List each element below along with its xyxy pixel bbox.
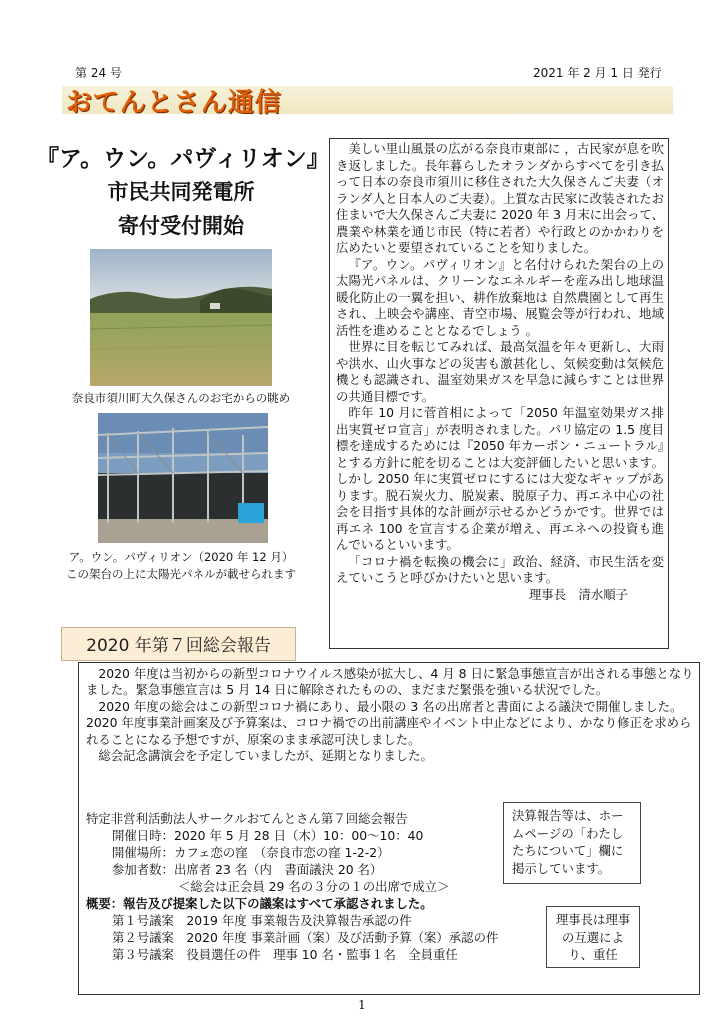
chair-election-note: 理事長は理事の互選により、重任 bbox=[546, 906, 640, 968]
place-line: 開催場所：カフェ恋の窪 （奈良市恋の窪 1-2-2） bbox=[112, 845, 390, 860]
report-paragraph: 2020 年度は当初からの新型コロナウイルス感染が拡大し、4 月 8 日に緊急事態宣言が出される事態となりました。緊急事態宣言は 5 月 14 日に解除されたものの、まだまだ緊張を強いる状況でした。 bbox=[86, 666, 694, 698]
article-signature: 理事長 清水順子 bbox=[528, 586, 628, 602]
feature-subheadline: 市民共同発電所 bbox=[107, 180, 255, 204]
photo-caption: 奈良市須川町大久保さんのお宅からの眺め bbox=[71, 391, 291, 405]
article-paragraph: 美しい里山風景の広がる奈良市東部に ，古民家が息を吹き返しました。長年暮らしたオランダからすべてを引き払って日本の奈良市須川に移住された大久保さんご夫妻（オランダ人と日本人のご夫妻）。上質な古民家に改装されたお住まいで大久保さんご夫妻に 2020 年 3 月末に出会って、農業や林業を通じ市民（特に若者）や行政とのかかわりを広めたいと要望されていることを知りました。 bbox=[336, 141, 664, 255]
meeting-report-body bbox=[86, 666, 696, 764]
quorum-line: ＜総会は正会員 29 名の３分の１の出席で成立＞ bbox=[178, 879, 450, 894]
photo-caption-2 bbox=[36, 549, 326, 583]
newsletter-title: おてんとさん通信 bbox=[66, 88, 282, 118]
article-paragraph: 『ア。ウン。パヴィリオン』と名付けられた架台の上の太陽光パネルは、クリーンなエネルギーを産み出し地球温暖化防止の一翼を担い、耕作放棄地は 自然農園として再生され、上映会や講座、青空市場、展覧会等が行われ、地域活性を進めることとなるでしょう 。 bbox=[336, 256, 664, 338]
photo-caption-line: ア。ウン。パヴィリオン（2020 年 12 月） bbox=[68, 550, 294, 564]
landscape-photo bbox=[90, 249, 272, 386]
chairperson-article bbox=[329, 138, 669, 649]
issue-number: 第 24 号 bbox=[75, 66, 122, 80]
photo-caption-line: この架台の上に太陽光パネルが載せられます bbox=[66, 567, 296, 581]
meeting-details bbox=[86, 810, 516, 963]
agenda-item: 第１号議案 2019 年度 事業報告及決算報告承認の件 bbox=[112, 913, 412, 928]
section-title: 2020 年第７回総会報告 bbox=[86, 636, 271, 656]
financial-report-note: 決算報告等は、ホームページの「わたしたちについて」欄に掲示しています。 bbox=[503, 802, 641, 884]
report-paragraph: 総会記念講演会を予定していましたが、延期となりました。 bbox=[98, 748, 433, 764]
publish-date: 2021 年 2 月 1 日 発行 bbox=[533, 66, 662, 80]
summary-line: 概要：報告及び提案した以下の議案はすべて承認されました。 bbox=[86, 896, 433, 911]
report-paragraph: 2020 年度の総会はこの新型コロナ禍にあり、最小限の 3 名の出席者と書面による議決で開催しました。2020 年度事業計画案及び予算案は、コロナ禍での出前講座やイベント中止などにより、かなり修正を求められることになる予想ですが、原案のまま承認可決しました。 bbox=[86, 698, 692, 747]
feature-headline: 『ア。ウン。パヴィリオン』 bbox=[36, 146, 330, 172]
agenda-item: 第３号議案 役員選任の件 理事 10 名・監事１名 全員重任 bbox=[112, 947, 458, 962]
attendance-line: 参加者数：出席者 23 名（内 書面議決 20 名） bbox=[112, 862, 383, 877]
article-paragraph: 「コロナ禍を転換の機会に」政治、経済、市民生活を変えていこうと呼びかけたいと思います。 bbox=[336, 553, 664, 585]
agenda-item: 第２号議案 2020 年度 事業計画（案）及び活動予算（案）承認の件 bbox=[112, 930, 499, 945]
feature-subheadline-2: 寄付受付開始 bbox=[118, 214, 244, 238]
date-line: 開催日時：2020 年 5 月 28 日（木）10：00〜10：40 bbox=[112, 828, 424, 843]
page-number: 1 bbox=[358, 998, 366, 1012]
article-paragraph: 昨年 10 月に菅首相によって「2050 年温室効果ガス排出実質ゼロ宣言」が表明されました。パリ協定の 1.5 度目標を達成するためには『2050 年カーボン・ニュートラル』とする方針に舵を切ることは大変評価したいと思います。しかし 2050 年に実質ゼロにするには大変なギャップがあります。脱石炭火力、脱炭素、脱原子力、再エネ中心の社会を目指す具体的な計画が示せるかどうかです。世界では再エネ 100 を宣言する企業が増え、再エネへの投資も進んでいるといいます。 bbox=[336, 405, 664, 552]
pavilion-photo bbox=[98, 413, 268, 543]
org-line: 特定非営利活動法人サークルおてんとさん第７回総会報告 bbox=[86, 811, 408, 826]
article-paragraph: 世界に目を転じてみれば、最高気温を年々更新し、大雨や洪水、山火事などの災害も激甚化し、気候変動は気候危機とも認識され、温室効果ガスを早急に減らすことは世界の共通目標です。 bbox=[336, 339, 664, 404]
